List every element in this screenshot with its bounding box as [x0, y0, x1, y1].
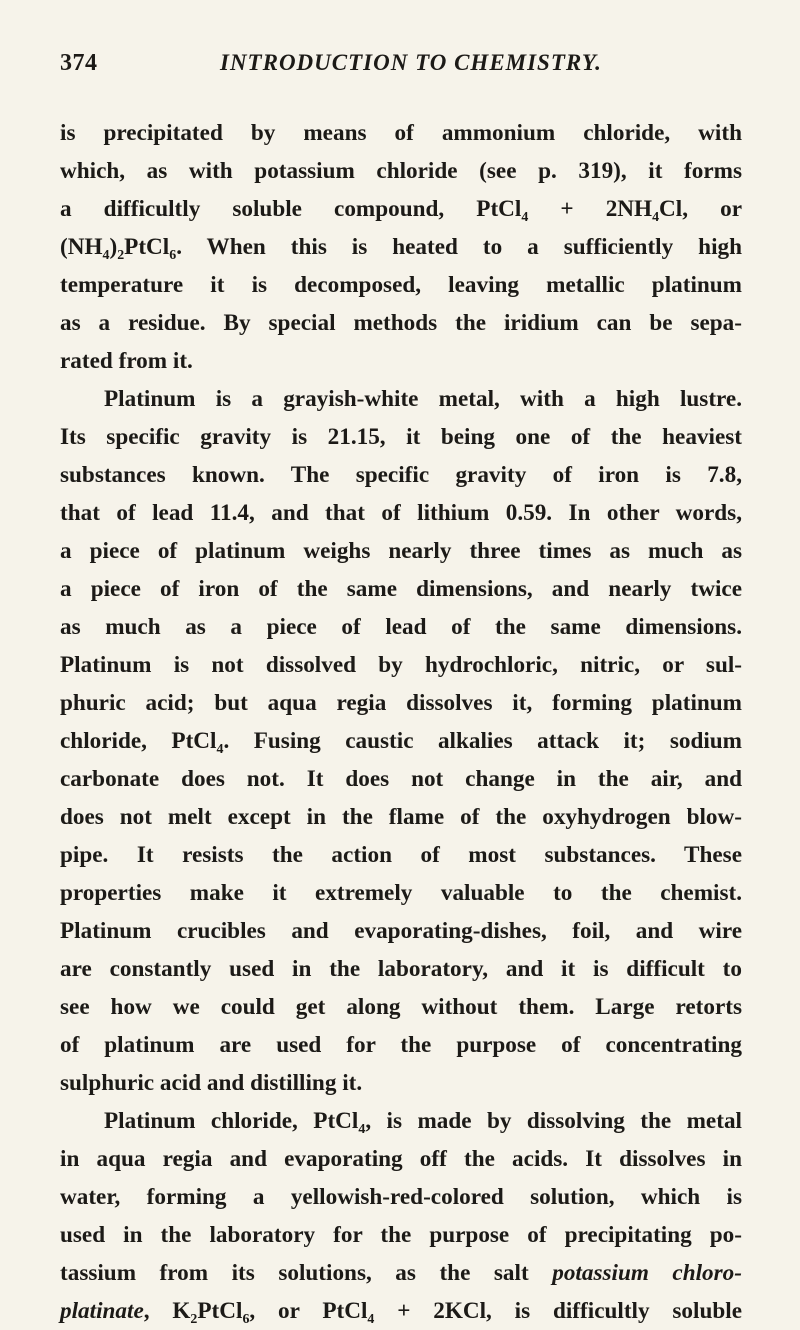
text-line: of platinum are used for the purpose of concentrating — [60, 1032, 742, 1058]
text-line: substances known. The specific gravity of iron is 7.8, — [60, 462, 742, 488]
text-line: that of lead 11.4, and that of lithium 0.59. In other words, — [60, 500, 742, 526]
paragraph-start: Platinum chloride, PtCl$_4$, is made by dissolving the metal — [104, 1108, 742, 1137]
text-line: chloride, PtCl$_4$. Fusing caustic alkalies attack it; sodium — [60, 728, 743, 757]
text-line: used in the laboratory for the purpose of precipitating po- — [60, 1222, 742, 1248]
text-line: a difficultly soluble compound, PtCl$_4$ + $2NH_4Cl$, or — [60, 196, 742, 225]
text-line: which, as with potassium chloride (see p. 319), it forms — [60, 158, 742, 184]
text-line: does not melt except in the flame of the oxyhydrogen blow- — [60, 804, 742, 830]
text-line: a piece of iron of the same dimensions, and nearly twice — [60, 576, 742, 602]
text-line: water, forming a yellowish-red-colored solution, which is — [60, 1184, 742, 1210]
paragraph-start: Platinum is a grayish-white metal, with a high lustre. — [104, 386, 742, 412]
text-line: in aqua regia and evaporating off the acids. It dissolves in — [60, 1146, 742, 1172]
text-line: as a residue. By special methods the iridium can be sepa- — [60, 310, 742, 336]
text-line: Platinum is not dissolved by hydrochloric, nitric, or sul- — [60, 652, 742, 678]
text-line: rated from it. — [60, 348, 193, 374]
text-line: platinate, $K_2PtCl_6$, or PtCl$_4$ + 2KCl, is difficultly soluble — [60, 1298, 742, 1327]
text-line: tassium from its solutions, as the salt potassium chloro- — [60, 1260, 742, 1286]
text-line: Platinum crucibles and evaporating-dishes, foil, and wire — [60, 918, 742, 944]
page-header — [60, 50, 740, 86]
text-line: is precipitated by means of ammonium chloride, with — [60, 120, 742, 146]
text-line: temperature it is decomposed, leaving metallic platinum — [60, 272, 742, 298]
running-title: INTRODUCTION TO CHEMISTRY. — [220, 50, 602, 75]
body-text — [60, 114, 742, 1330]
text-line: see how we could get along without them. Large retorts — [60, 994, 742, 1020]
text-line: $(NH_4)_2PtCl_6$. When this is heated to a sufficiently high — [60, 234, 742, 263]
text-line: Its specific gravity is 21.15, it being one of the heaviest — [60, 424, 742, 450]
text-line: sulphuric acid and distilling it. — [60, 1070, 363, 1096]
page-number: 374 — [60, 50, 98, 76]
text-line: pipe. It resists the action of most substances. These — [60, 842, 742, 868]
text-line: phuric acid; but aqua regia dissolves it, forming platinum — [60, 690, 742, 716]
text-line: are constantly used in the laboratory, and it is difficult to — [60, 956, 742, 982]
text-line: carbonate does not. It does not change in the air, and — [60, 766, 742, 792]
text-line: a piece of platinum weighs nearly three times as much as — [60, 538, 742, 564]
text-line: properties make it extremely valuable to the chemist. — [60, 880, 742, 906]
text-line: as much as a piece of lead of the same dimensions. — [60, 614, 742, 640]
